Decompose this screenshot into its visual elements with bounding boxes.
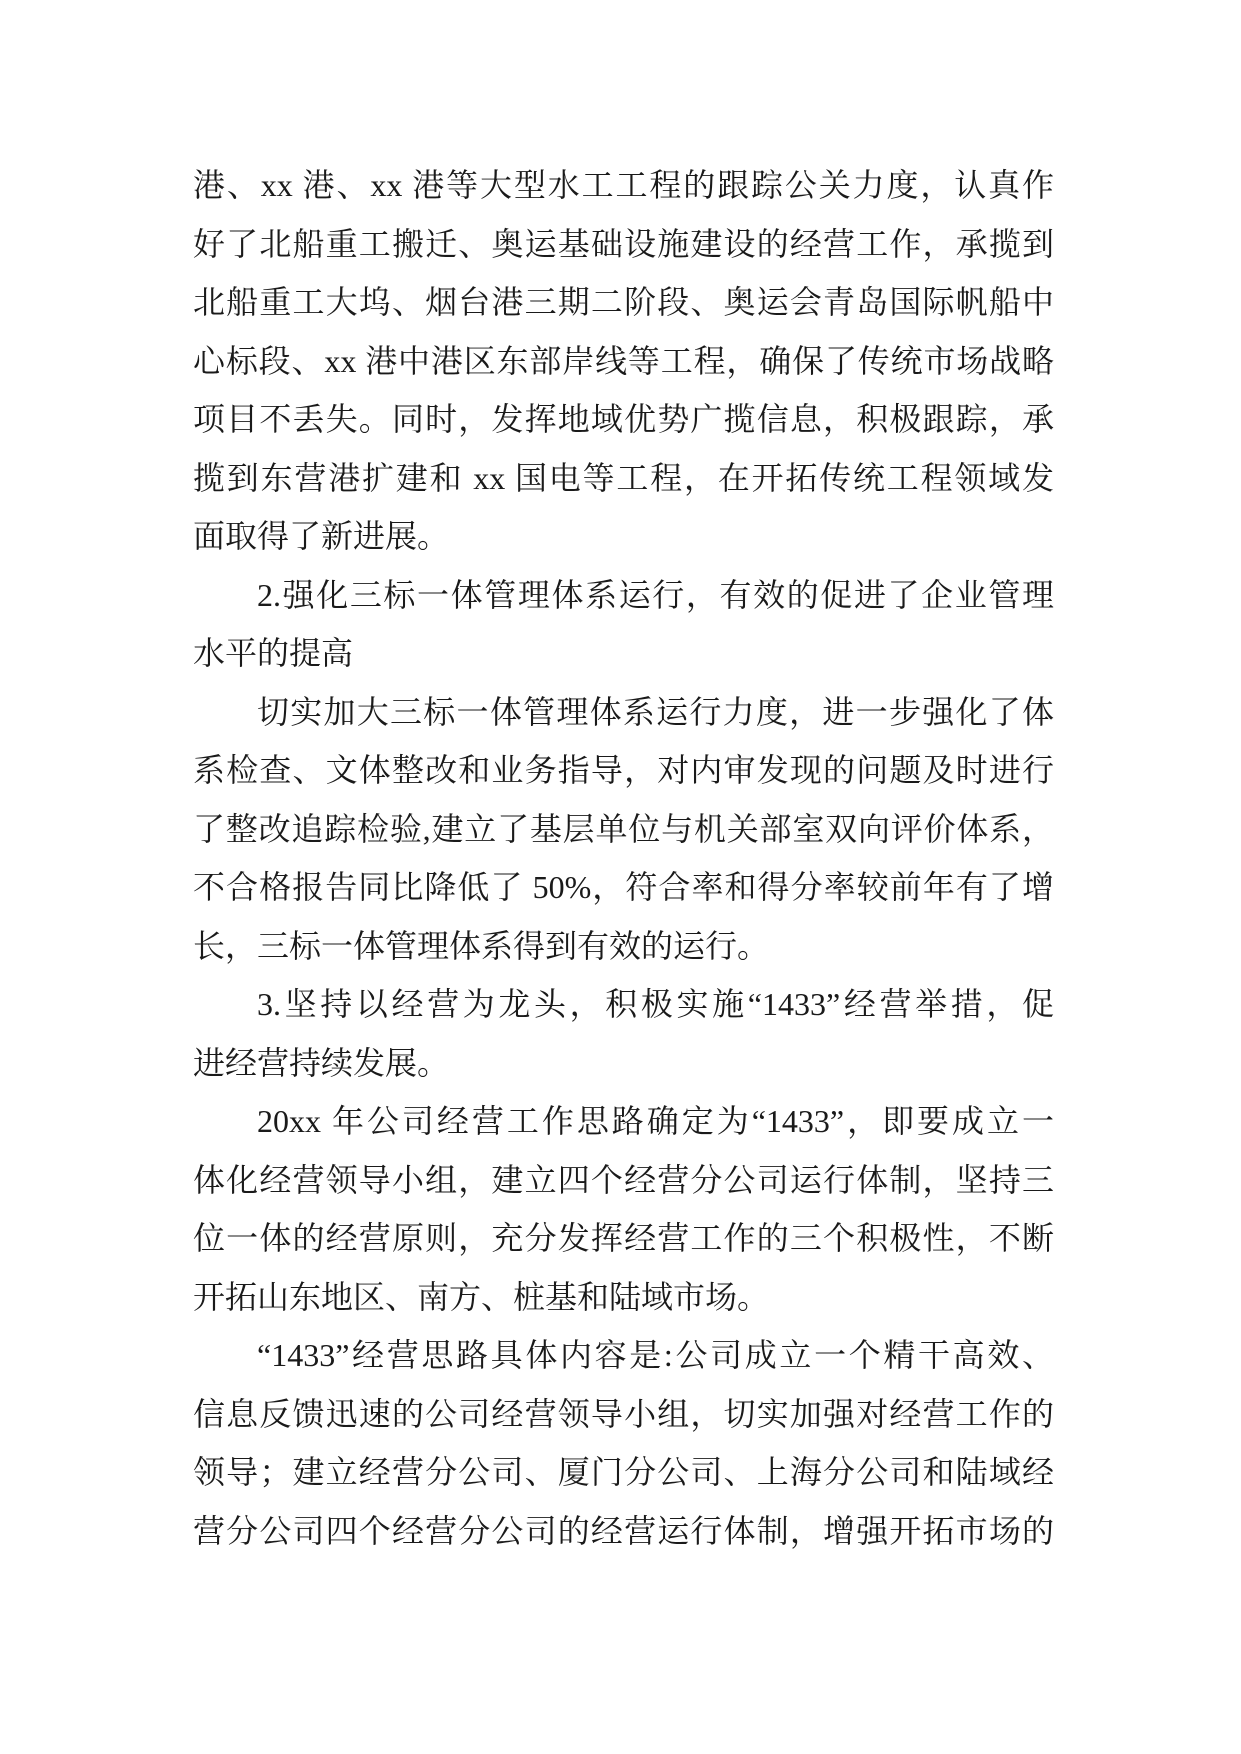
section-heading [193, 566, 1054, 683]
text-line: 切实加大三标一体管理体系运行力度，进一步强化了体 [257, 693, 1054, 730]
text-line: 了整改追踪检验,建立了基层单位与机关部室双向评价体系， [193, 810, 1054, 847]
text-line: 进经营持续发展。 [193, 1044, 450, 1081]
text-line: 3.坚持以经营为龙头，积极实施“1433”经营举措，促 [257, 986, 1054, 1022]
text-line: 开拓山东地区、南方、桩基和陆域市场。 [193, 1278, 770, 1315]
text-line: “1433”经营思路具体内容是:公司成立一个精干高效、 [257, 1337, 1054, 1373]
text-line: 北船重工大坞、烟台港三期二阶段、奥运会青岛国际帆船中 [193, 284, 1054, 320]
body-paragraph [193, 1326, 1054, 1560]
document-body [193, 156, 1054, 1560]
body-paragraph [193, 683, 1054, 976]
section-heading [193, 975, 1054, 1092]
text-line: 水平的提高 [193, 635, 354, 671]
text-line: 好了北船重工搬迁、奥运基础设施建设的经营工作，承揽到 [193, 225, 1054, 262]
text-line: 系检查、文体整改和业务指导，对内审发现的问题及时进行 [193, 752, 1054, 788]
text-line: 信息反馈迅速的公司经营领导小组，切实加强对经营工作的 [193, 1395, 1054, 1432]
text-line: 项目不丢失。同时，发挥地域优势广揽信息，积极跟踪，承 [193, 401, 1054, 437]
text-line: 20xx 年公司经营工作思路确定为“1433”，即要成立一 [257, 1103, 1054, 1139]
text-line: 长，三标一体管理体系得到有效的运行。 [193, 927, 770, 964]
text-line: 位一体的经营原则，充分发挥经营工作的三个积极性，不断 [193, 1220, 1054, 1256]
text-line: 港、xx 港、xx 港等大型水工工程的跟踪公关力度，认真作 [193, 167, 1054, 203]
text-line: 不合格报告同比降低了 50%，符合率和得分率较前年有了增 [193, 869, 1054, 905]
text-line: 面取得了新进展。 [193, 518, 450, 554]
text-line: 2.强化三标一体管理体系运行，有效的促进了企业管理 [257, 576, 1054, 613]
body-paragraph [193, 156, 1054, 566]
text-line: 领导；建立经营分公司、厦门分公司、上海分公司和陆域经 [193, 1454, 1054, 1490]
text-line: 体化经营领导小组，建立四个经营分公司运行体制，坚持三 [193, 1161, 1054, 1198]
body-paragraph [193, 1092, 1054, 1326]
text-line: 心标段、xx 港中港区东部岸线等工程，确保了传统市场战略 [193, 342, 1054, 379]
text-line: 揽到东营港扩建和 xx 国电等工程，在开拓传统工程领域发 [193, 459, 1054, 496]
text-line: 营分公司四个经营分公司的经营运行体制，增强开拓市场的 [193, 1512, 1054, 1549]
